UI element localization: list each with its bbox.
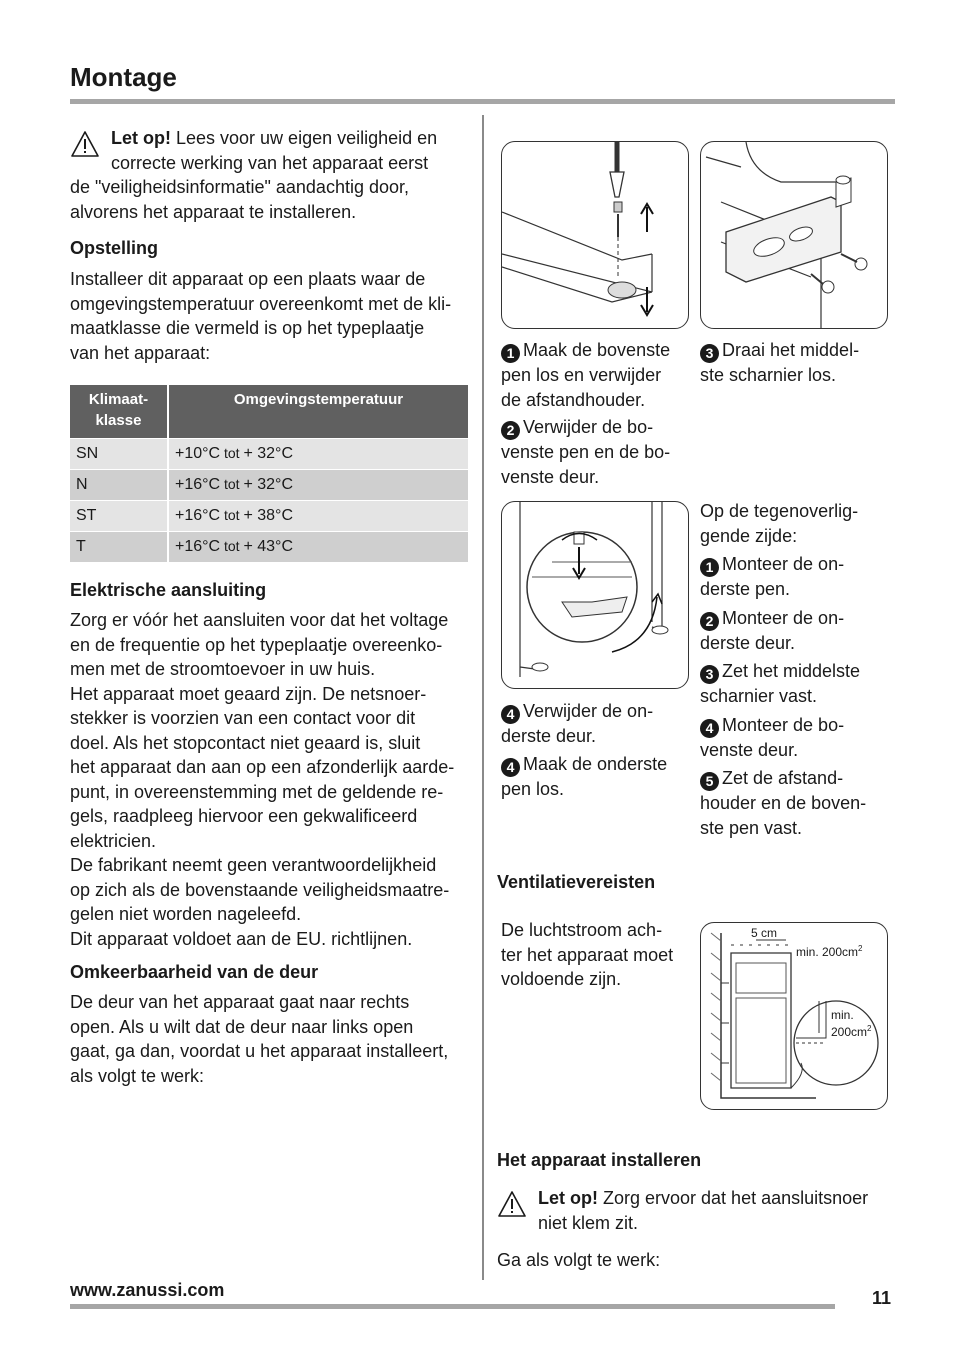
opposite-side-instructions: Op de tegenoverlig- gende zijde: 1 Monteer de on- derste pen. 2 Monteer de on- derste deur. 3 Zet het middelste scharnier vast. 4 Monteer de bo- venste deur. 5 Zet de afstand- houder en de boven- ste pen vast. — [700, 499, 890, 840]
step-number: 4 — [501, 705, 520, 724]
column-divider — [482, 115, 484, 1280]
paragraph-opstelling: Installeer dit apparaat op een plaats waar de omgevingstemperatuur overeenkomt met de kli- maatklasse die vermeld is op het typeplaatje van het apparaat: — [70, 269, 452, 363]
section-heading-elektrisch: Elektrische aansluiting — [70, 580, 267, 600]
page-title: Montage — [70, 62, 177, 92]
warning-text-installeren: Let op! Zorg ervoor dat het aansluitsnoer niet klem zit. — [538, 1188, 869, 1233]
climate-table — [70, 385, 468, 562]
paragraph-ventilatie: De luchtstroom ach- ter het apparaat moet voldoende zijn. — [501, 920, 674, 989]
footer-url: www.zanussi.com — [70, 1280, 225, 1300]
section-heading-ventilatie: Ventilatievereisten — [497, 872, 656, 892]
footer-rule — [70, 1304, 835, 1309]
cell-klasse: N — [70, 470, 168, 501]
ventilation-min-bottom-label: min. $200cm^2$ — [831, 1008, 872, 1039]
cell-temp: +16°C tot + 43°C — [168, 532, 468, 563]
figure-lower-hinge — [501, 501, 689, 689]
step-number: 1 — [501, 344, 520, 363]
table-header-row — [70, 385, 468, 439]
table-row — [70, 532, 468, 563]
warning-icon — [70, 130, 100, 158]
step-4b: 4 Maak de onderste pen los. — [501, 754, 668, 799]
table-row — [70, 439, 468, 470]
section-heading-installeren: Het apparaat installeren — [497, 1150, 702, 1170]
paragraph-omkeer: De deur van het apparaat gaat naar rechts open. Als u wilt dat de deur naar links open gaat, ga dan, voordat u het apparaat installeert, als volgt te werk: — [70, 992, 449, 1086]
cell-temp: +16°C tot + 32°C — [168, 470, 468, 501]
table-row — [70, 470, 468, 501]
page-number: 11 — [872, 1288, 892, 1308]
figure-ventilation — [700, 922, 888, 1110]
step-number: 3 — [700, 665, 719, 684]
opposite-step: 4 Monteer de bo- venste deur. — [700, 714, 845, 760]
figure-middle-hinge — [700, 141, 888, 329]
table-header-temperatuur: Omgevingstemperatuur — [168, 385, 468, 439]
title-rule — [70, 99, 895, 104]
opposite-step: 2 Monteer de on- derste deur. — [700, 607, 845, 653]
opposite-step: 3 Zet het middelste scharnier vast. — [700, 661, 861, 706]
warning-text-cont: de "veiligheidsinformatie" aandachtig door, alvorens het apparaat te installeren. — [70, 177, 409, 222]
figure-upper-hinge-pin — [501, 141, 689, 329]
opposite-step: 1 Monteer de on- derste pen. — [700, 554, 845, 599]
paragraph-elektrisch: Zorg er vóór het aansluiten voor dat het voltage en de frequentie op het typeplaatje overeenko- men met de stroomtoevoer in uw huis. Het apparaat moet geaard zijn. De netsnoer- stekker is voorzien van een contact voor dit doel. Als het stopcontact niet geaard is, sluit het apparaat dan aan op een afzonderlijk aarde- punt, in overeenstemming met de geldende re- gels, raadpleeg hiervoor een gekwalificeerd elektricien. De fabrikant neemt geen verantwoordelijkheid op zich als de bovenstaande veiligheidsmaatre- gelen niet worden nageleefd. Dit apparaat voldoet aan de EU. richtlijnen. — [70, 610, 455, 949]
step-number: 1 — [700, 558, 719, 577]
paragraph-installeren: Ga als volgt te werk: — [497, 1250, 661, 1270]
warning-icon — [497, 1190, 527, 1218]
step-number: 4 — [501, 758, 520, 777]
cell-klasse: T — [70, 532, 168, 563]
step-1: 1 Maak de bovenste pen los en verwijder de afstandhouder. — [501, 340, 671, 410]
ventilation-5cm-label: 5 cm — [751, 926, 778, 940]
opposite-step: 5 Zet de afstand- houder en de boven- ste pen vast. — [700, 768, 867, 838]
section-heading-omkeer: Omkeerbaarheid van de deur — [70, 962, 319, 982]
cell-klasse: ST — [70, 501, 168, 532]
step-2: 2 Verwijder de bo- venste pen en de bo- venste deur. — [501, 417, 671, 487]
step-4a: 4 Verwijder de on- derste deur. — [501, 701, 654, 746]
step-3: 3 Draai het middel- ste scharnier los. — [700, 340, 860, 385]
cell-temp: +16°C tot + 38°C — [168, 501, 468, 532]
table-header-klasse: Klimaat- klasse — [70, 385, 168, 439]
step-number: 5 — [700, 772, 719, 791]
step-number: 4 — [700, 719, 719, 738]
section-heading-opstelling: Opstelling — [70, 238, 159, 258]
cell-klasse: SN — [70, 439, 168, 470]
cell-temp: +10°C tot + 32°C — [168, 439, 468, 470]
step-number: 3 — [700, 344, 719, 363]
ventilation-min-top-label: min. $200cm^2$ — [796, 944, 863, 959]
warning-text: Let op! Lees voor uw eigen veiligheid en correcte werking van het apparaat eerst — [111, 128, 438, 173]
step-number: 2 — [501, 421, 520, 440]
table-row — [70, 501, 468, 532]
step-number: 2 — [700, 612, 719, 631]
